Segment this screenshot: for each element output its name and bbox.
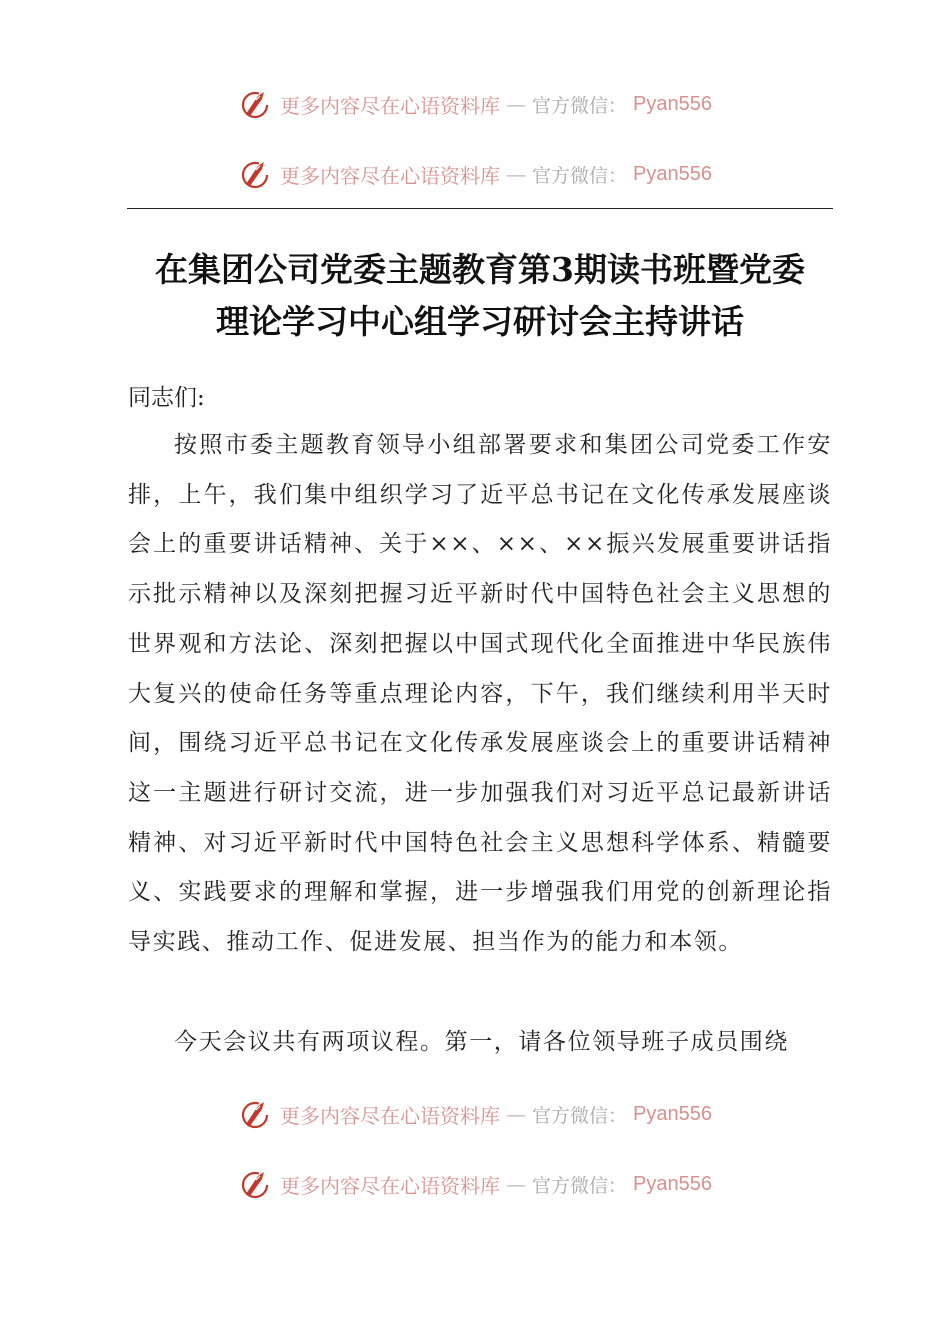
watermark-wechat-id: Pyan556 [633, 1102, 712, 1125]
watermark-separator: — [506, 162, 526, 186]
watermark-text: 更多内容尽在心语资料库 [280, 1173, 500, 1198]
watermark-banner-top-2 [0, 154, 950, 194]
watermark-text: 更多内容尽在心语资料库 [280, 1103, 500, 1128]
watermark-wechat-id: Pyan556 [633, 1172, 712, 1195]
watermark-banner-bottom-2 [0, 1164, 950, 1204]
watermark-banner-top-1 [0, 84, 950, 124]
watermark-separator: — [506, 92, 526, 116]
watermark-text: 更多内容尽在心语资料库 [280, 163, 500, 188]
document-title [110, 244, 850, 348]
salutation: 同志们: [128, 385, 205, 411]
body-paragraph-1: 按照市委主题教育领导小组部署要求和集团公司党委工作安排，上午，我们集中组织学习了近平总书记在文化传承发展座谈会上的重要讲话精神、关于××、××、××振兴发展重要讲话指示批示精神以及深刻把握习近平新时代中国特色社会主义思想的世界观和方法论、深刻把握以中国式现代化全面推进中华民族伟大复兴的使命任务等重点理论内容，下午，我们继续利用半天时间，围绕习近平总书记在文化传承发展座谈会上的重要讲话精神这一主题进行研讨交流，进一步加强我们对习近平总记最新讲话精神、对习近平新时代中国特色社会主义思想科学体系、精髓要义、实践要求的理解和掌握，进一步增强我们用党的创新理论指导实践、推动工作、促进发展、担当作为的能力和本领。 [128, 432, 832, 956]
title-line-2: 理论学习中心组学习研讨会主持讲话 [216, 302, 744, 341]
pen-nib-logo-icon [238, 1096, 274, 1132]
header-divider [127, 208, 833, 209]
body-paragraph-2: 今天会议共有两项议程。第一，请各位领导班子成员围绕 [174, 1029, 789, 1055]
watermark-wechat-id: Pyan556 [633, 162, 712, 185]
title-line-1: 在集团公司党委主题教育第3期读书班暨党委 [155, 250, 805, 289]
watermark-banner-bottom-1 [0, 1094, 950, 1134]
watermark-wechat-label: 官方微信： [532, 1104, 628, 1127]
watermark-separator: — [506, 1172, 526, 1196]
watermark-separator: — [506, 1102, 526, 1126]
pen-nib-logo-icon [238, 86, 274, 122]
watermark-text: 更多内容尽在心语资料库 [280, 93, 500, 118]
watermark-wechat-id: Pyan556 [633, 92, 712, 115]
watermark-wechat-label: 官方微信： [532, 164, 628, 187]
watermark-wechat-label: 官方微信： [532, 94, 628, 117]
pen-nib-logo-icon [238, 1166, 274, 1202]
pen-nib-logo-icon [238, 156, 274, 192]
watermark-wechat-label: 官方微信： [532, 1174, 628, 1197]
